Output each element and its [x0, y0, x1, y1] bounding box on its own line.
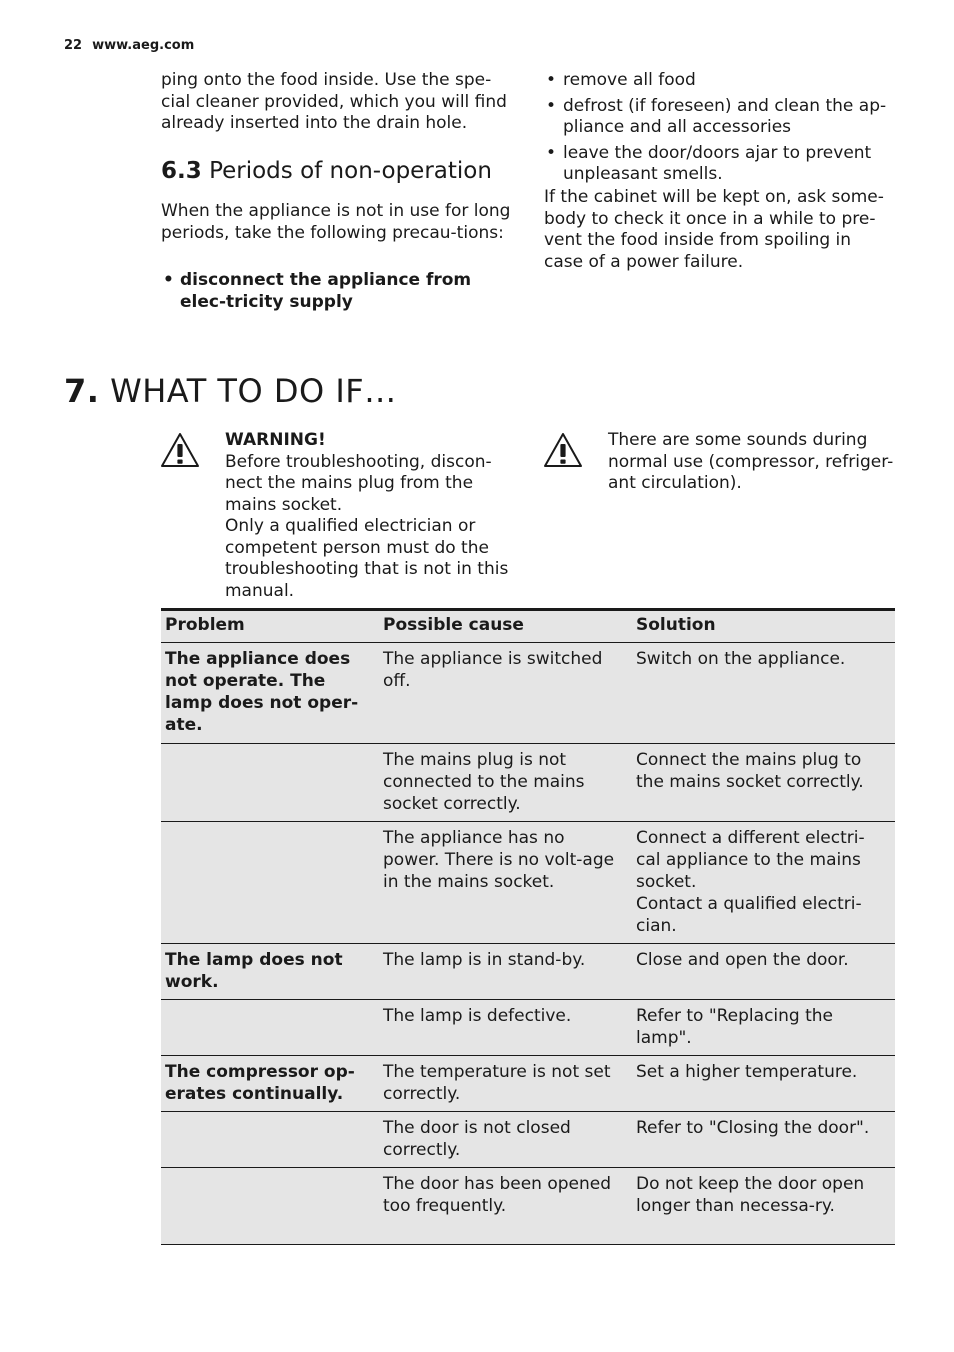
section-number: 6.3 — [161, 158, 202, 184]
cause-cell: The door has been opened too frequently. — [383, 1174, 612, 1216]
table-row — [161, 944, 895, 1000]
table-row — [161, 822, 895, 944]
section-heading — [161, 158, 492, 184]
solution-line: Contact a qualified electri-cian. — [636, 894, 862, 936]
solution-cell: Set a higher temperature. — [636, 1062, 858, 1082]
solution-cell — [632, 822, 895, 944]
table-header-row — [161, 610, 895, 643]
problem-cell — [161, 1112, 379, 1168]
website-link[interactable]: www.aeg.com — [92, 38, 195, 53]
problem-cell — [161, 1000, 379, 1056]
solution-cell: Do not keep the door open longer than necessa-ry. — [636, 1174, 865, 1216]
problem-cell — [161, 822, 379, 944]
caution-icon — [543, 432, 583, 468]
list-item: • defrost (if foreseen) and clean the ap-pliance and all accessories — [544, 96, 894, 139]
table-row — [161, 744, 895, 822]
table-row — [161, 1168, 895, 1245]
problem-cell: The lamp does not work. — [165, 950, 343, 992]
warning-text — [225, 430, 515, 602]
table-row — [161, 1000, 895, 1056]
chapter-heading — [64, 372, 397, 410]
warning-line: Before troubleshooting, discon-nect the mains plug from the mains socket. — [225, 451, 492, 515]
list-item: • disconnect the appliance from elec-tricity supply — [161, 270, 513, 313]
chapter-title: WHAT TO DO IF… — [110, 372, 397, 410]
list-item: • leave the door/doors ajar to prevent unpleasant smells. — [544, 143, 894, 186]
section-paragraph: When the appliance is not in use for long periods, take the following precau-tions: — [161, 201, 511, 243]
cause-cell: The appliance is switched off. — [383, 649, 603, 691]
table-row — [161, 1056, 895, 1112]
cause-cell: The door is not closed correctly. — [383, 1118, 571, 1160]
solution-cell: Refer to "Closing the door". — [636, 1118, 870, 1138]
cause-cell: The appliance has no power. There is no volt-age in the mains socket. — [383, 828, 615, 892]
section-title: Periods of non-operation — [209, 158, 492, 184]
solution-cell: Connect the mains plug to the mains socket correctly. — [636, 750, 864, 792]
table-row — [161, 643, 895, 744]
note-text: There are some sounds during normal use (compressor, refriger-ant circulation). — [608, 430, 894, 493]
cause-cell: The lamp is defective. — [383, 1006, 572, 1026]
table-row — [161, 1112, 895, 1168]
warning-line: Only a qualified electrician or competent person must do the troubleshooting that is not in this manual. — [225, 516, 509, 601]
problem-cell — [161, 744, 379, 822]
solution-cell: Switch on the appliance. — [636, 649, 846, 669]
list-item: • remove all food — [544, 70, 894, 92]
troubleshooting-table — [161, 608, 895, 1245]
cause-cell: The temperature is not set correctly. — [383, 1062, 611, 1104]
column-header-cause: Possible cause — [383, 615, 524, 635]
right-bullet-list — [544, 70, 894, 190]
problem-cell: The compressor op-erates continually. — [165, 1062, 355, 1104]
warning-icon — [160, 432, 200, 468]
solution-line: Connect a different electri-cal appliance to the mains socket. — [636, 828, 865, 892]
page-header — [64, 38, 194, 53]
section-bullet-list — [161, 270, 513, 317]
right-paragraph: If the cabinet will be kept on, ask some-body to check it once in a while to pre-vent the food inside from spoiling in case of a power failure. — [544, 187, 884, 272]
warning-title: WARNING! — [225, 430, 326, 450]
intro-paragraph: ping onto the food inside. Use the spe-cial cleaner provided, which you will find already inserted into the drain hole. — [161, 70, 507, 133]
solution-cell: Close and open the door. — [636, 950, 849, 970]
column-header-solution: Solution — [636, 615, 716, 635]
problem-cell — [161, 1168, 379, 1245]
column-header-problem: Problem — [165, 615, 245, 635]
solution-cell: Refer to "Replacing the lamp". — [636, 1006, 834, 1048]
cause-cell: The mains plug is not connected to the mains socket correctly. — [383, 750, 585, 814]
problem-cell: The appliance does not operate. The lamp does not oper-ate. — [165, 649, 359, 735]
chapter-number: 7. — [64, 372, 100, 410]
cause-cell: The lamp is in stand-by. — [383, 950, 586, 970]
page-number: 22 — [64, 38, 83, 53]
